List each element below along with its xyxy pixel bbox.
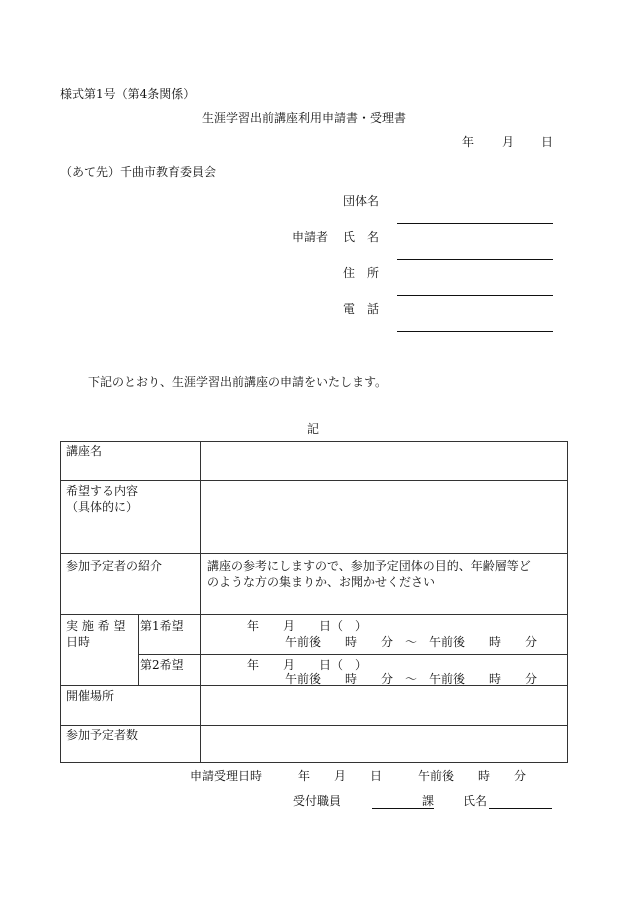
venue-label: 開催場所 xyxy=(66,689,115,703)
desired-content-note: （具体的に） xyxy=(66,500,139,514)
participants-intro-note-line2: のような方の集まりか、お聞かせください xyxy=(207,575,436,589)
name-line[interactable] xyxy=(397,259,553,260)
intro-text: 下記のとおり、生涯学習出前講座の申請をいたします。 xyxy=(88,375,388,389)
receipt-staff-label: 受付職員 xyxy=(293,794,342,808)
date-year: 年 xyxy=(462,135,475,149)
second-choice-date[interactable]: 年 月 日（ ） xyxy=(247,658,368,672)
participants-intro-label: 参加予定者の紹介 xyxy=(66,559,163,573)
document-title: 生涯学習出前講座利用申請書・受理書 xyxy=(202,111,407,125)
date-month: 月 xyxy=(502,135,515,149)
application-table xyxy=(60,441,568,763)
name-label: 氏 名 xyxy=(343,230,380,244)
receipt-name-label: 氏名 xyxy=(463,794,488,808)
participants-intro-note-line1: 講座の参考にしますので、参加予定団体の目的、年齢層等ど xyxy=(207,559,531,573)
participant-count-field[interactable] xyxy=(202,727,566,761)
org-name-label: 団体名 xyxy=(343,194,380,208)
schedule-label-line1: 実 施 希 望 xyxy=(66,619,126,633)
desired-content-label: 希望する内容 xyxy=(66,484,139,498)
second-choice-label: 第2希望 xyxy=(140,658,184,672)
first-choice-time[interactable]: 午前後 時 分 ～ 午前後 時 分 xyxy=(285,635,538,649)
course-name-field[interactable] xyxy=(202,442,566,479)
desired-content-field[interactable] xyxy=(202,482,566,552)
date-day: 日 xyxy=(541,135,554,149)
receipt-datetime: 申請受理日時 年 月 日 午前後 時 分 xyxy=(190,769,527,783)
addressee: （あて先）千曲市教育委員会 xyxy=(60,165,217,179)
receipt-section-line[interactable] xyxy=(372,808,434,809)
receipt-name-line[interactable] xyxy=(489,808,552,809)
venue-field[interactable] xyxy=(202,687,566,724)
applicant-label: 申請者 xyxy=(292,230,329,244)
first-choice-date[interactable]: 年 月 日（ ） xyxy=(247,619,368,633)
form-number-label: 様式第1号（第4条関係） xyxy=(60,87,196,101)
phone-label: 電 話 xyxy=(343,302,380,316)
ki-heading: 記 xyxy=(307,422,320,436)
course-name-label: 講座名 xyxy=(66,444,103,458)
first-choice-label: 第1希望 xyxy=(140,619,184,633)
schedule-label-line2: 日時 xyxy=(66,635,91,649)
receipt-section-label: 課 xyxy=(422,794,435,808)
second-choice-time[interactable]: 午前後 時 分 ～ 午前後 時 分 xyxy=(285,672,538,686)
address-label: 住 所 xyxy=(343,266,380,280)
address-line[interactable] xyxy=(397,295,553,296)
phone-line[interactable] xyxy=(397,331,553,332)
org-name-line[interactable] xyxy=(397,223,553,224)
participant-count-label: 参加予定者数 xyxy=(66,728,139,742)
